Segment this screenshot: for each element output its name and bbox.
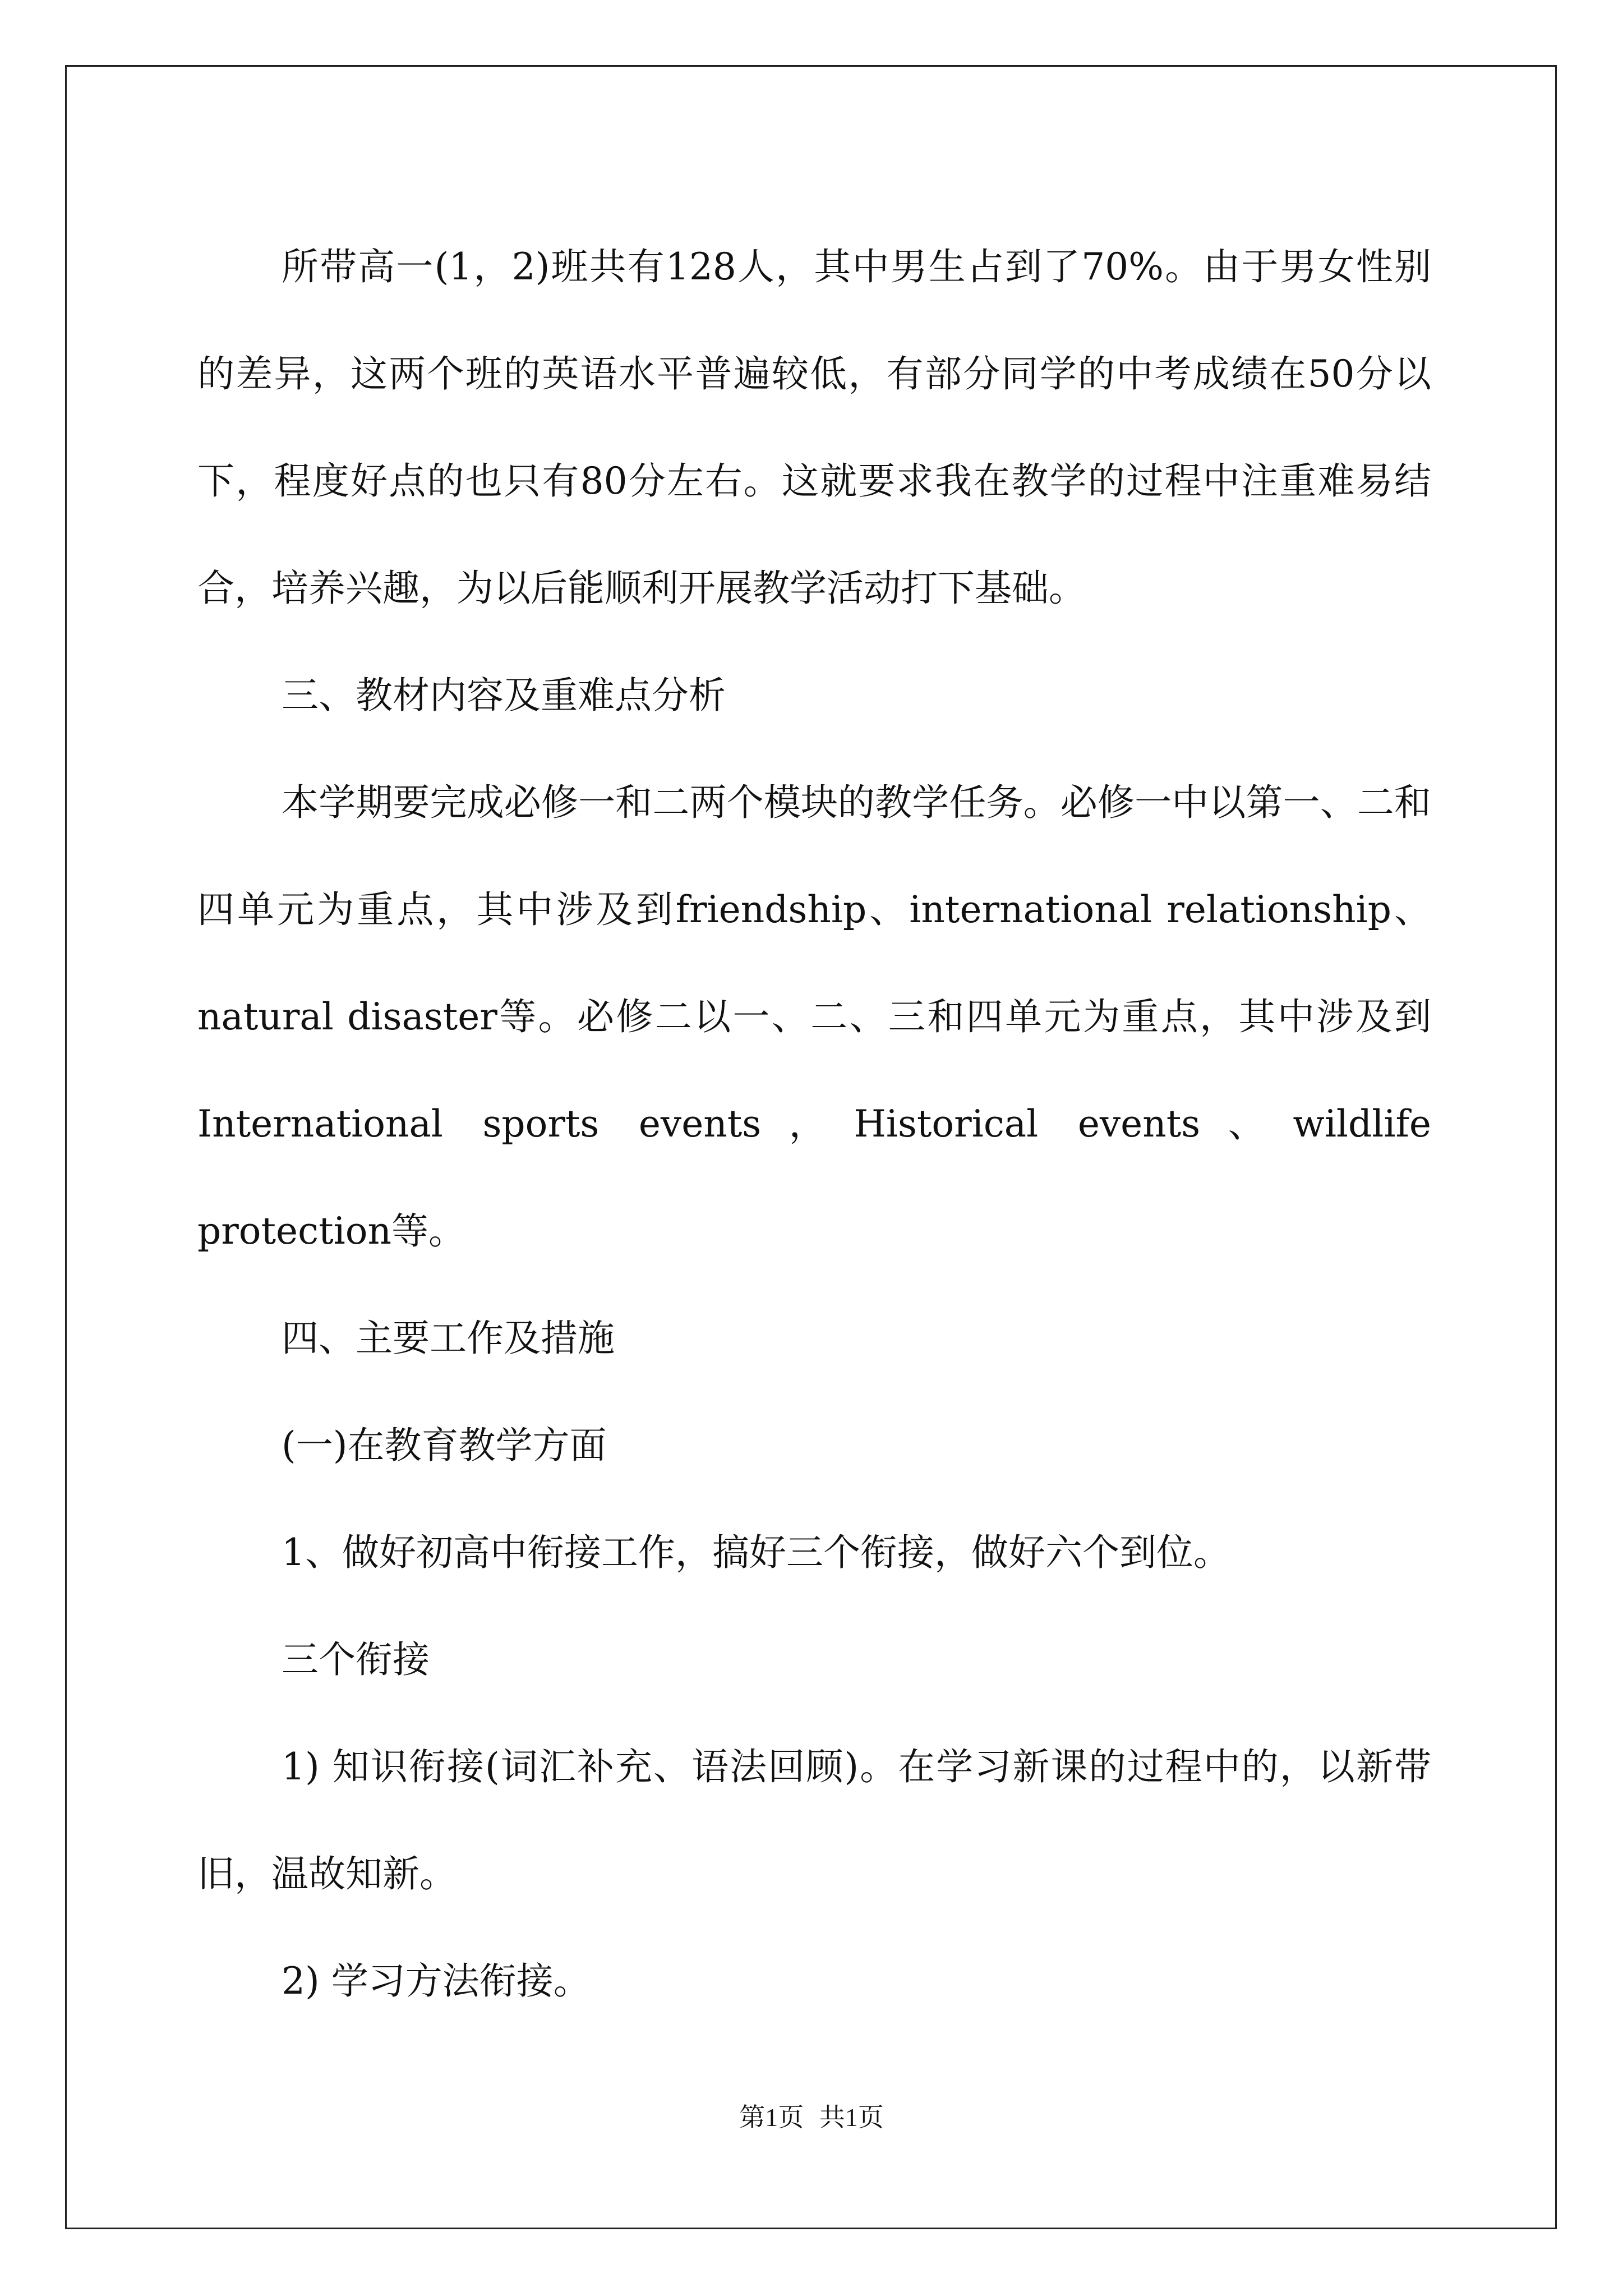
paragraph: 本学期要完成必修一和二两个模块的教学任务。必修一中以第一、二和四单元为重点，其中涉及到friendship、international relationship、natural disaster等。必修二以一、二、三和四单元为重点，其中涉及到International sports events，Historical events、wildlife protection等。 bbox=[197, 781, 1431, 1253]
section-heading: 四、主要工作及措施 bbox=[282, 1317, 615, 1360]
page-number: 第1页 bbox=[739, 2103, 804, 2132]
paragraph: 1、做好初高中衔接工作，搞好三个衔接，做好六个到位。 bbox=[282, 1531, 1230, 1574]
page-total: 共1页 bbox=[819, 2103, 884, 2132]
paragraph: 2) 学习方法衔接。 bbox=[282, 1959, 591, 2003]
subsection-heading: (一)在教育教学方面 bbox=[282, 1424, 607, 1467]
document-body bbox=[197, 213, 1431, 2035]
paragraph: 所带高一(1，2)班共有128人，其中男生占到了70%。由于男女性别的差异，这两个班的英语水平普遍较低，有部分同学的中考成绩在50分以下，程度好点的也只有80分左右。这就要求我在教学的过程中注重难易结合，培养兴趣，为以后能顺利开展教学活动打下基础。 bbox=[197, 245, 1431, 610]
section-heading: 三、教材内容及重难点分析 bbox=[282, 674, 726, 717]
page-footer bbox=[0, 2097, 1623, 2134]
paragraph: 三个衔接 bbox=[282, 1638, 430, 1681]
paragraph: 1) 知识衔接(词汇补充、语法回顾)。在学习新课的过程中的，以新带旧，温故知新。 bbox=[197, 1745, 1431, 1895]
